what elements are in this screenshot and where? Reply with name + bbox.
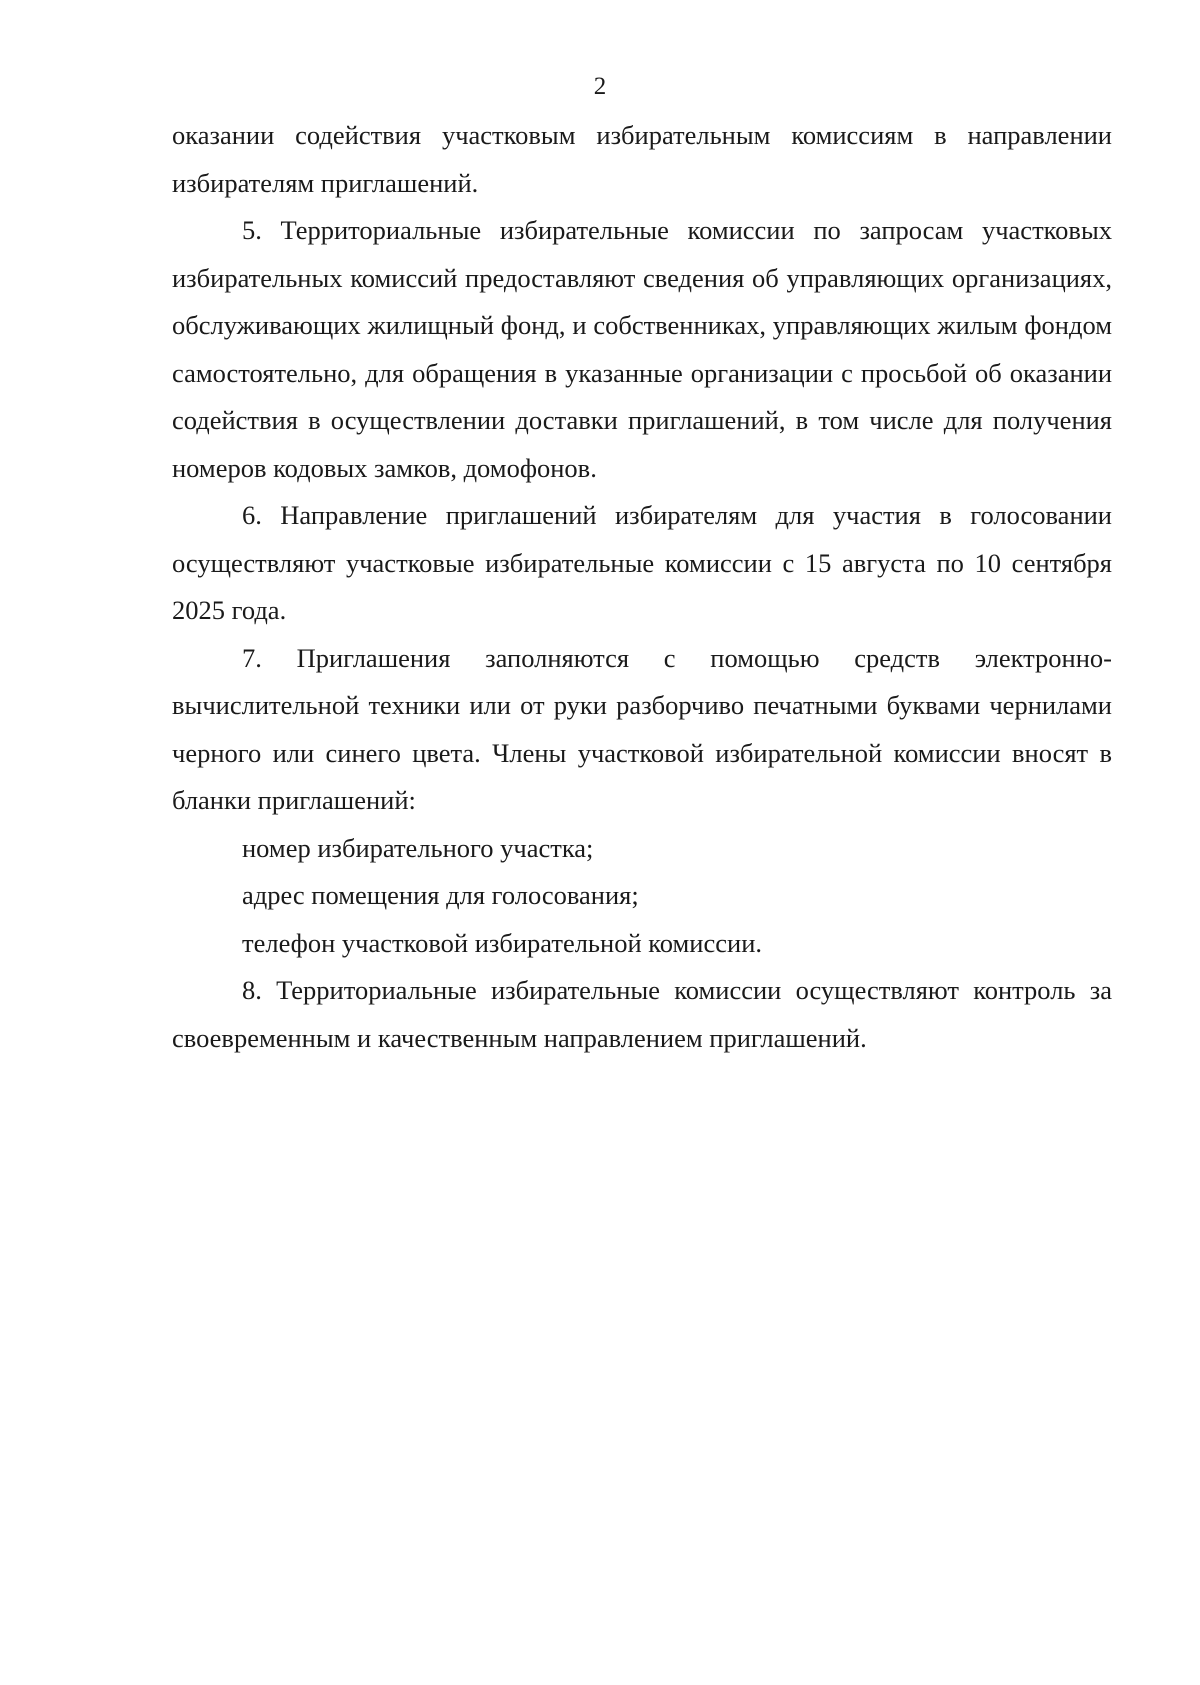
list-item-voting-address: адрес помещения для голосования; — [242, 880, 639, 910]
list-item-commission-phone: телефон участковой избирательной комиссии. — [242, 927, 762, 958]
paragraph-6: 6. Направление приглашений избирателям для участия в голосовании осуществляют участковые избирательные комиссии с 15 августа по 10 сентября 2025 года. — [172, 500, 1112, 625]
list-item-precinct-number: номер избирательного участка; — [242, 832, 594, 863]
document-body — [172, 112, 1112, 1062]
page-number: 2 — [593, 73, 607, 100]
paragraph-8: 8. Территориальные избирательные комиссии осуществляют контроль за своевременным и качественным направлением приглашений. — [172, 975, 1112, 1053]
paragraph-5: 5. Территориальные избирательные комиссии по запросам участковых избирательных комиссий предоставляют сведения об управляющих организациях, обслуживающих жилищный фонд, и собственниках, управляющих жилым фондом самостоятельно, для обращения в указанные организации с просьбой об оказании содействия в осуществлении доставки приглашений, в том числе для получения номеров кодовых замков, домофонов. — [172, 215, 1112, 483]
paragraph-continuation: оказании содействия участковым избирательным комиссиям в направлении избирателям приглашений. — [172, 120, 1112, 198]
paragraph-7: 7. Приглашения заполняются с помощью средств электронно-вычислительной техники или от руки разборчиво печатными буквами чернилами черного или синего цвета. Члены участковой избирательной комиссии вносят в бланки приглашений: — [172, 642, 1112, 815]
